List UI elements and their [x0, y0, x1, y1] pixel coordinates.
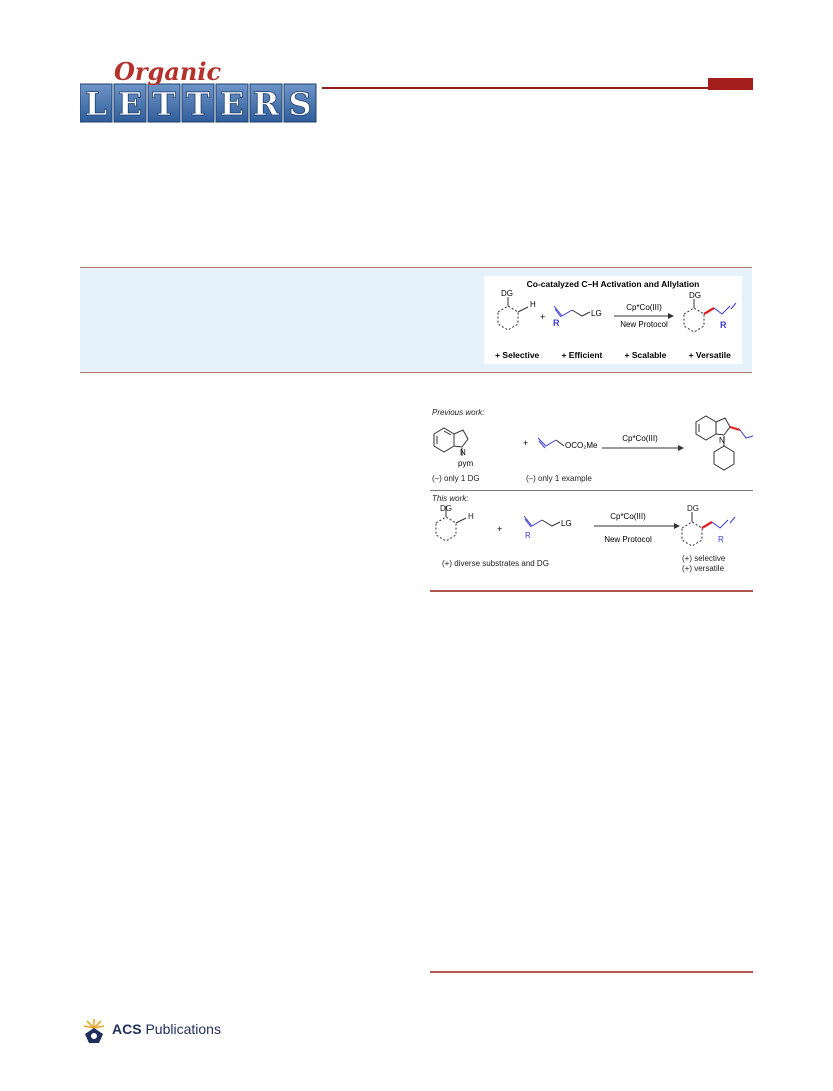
- header-tab: [708, 78, 753, 90]
- letter-glyph: T: [152, 85, 176, 123]
- letter-glyph: E: [117, 85, 143, 123]
- header-rule: [322, 87, 752, 89]
- scheme-divider: [430, 490, 753, 491]
- scheme-bottom-rule: [430, 590, 753, 592]
- previous-work-label: Previous work:: [432, 408, 485, 417]
- acs-publications-text: ACS Publications: [112, 1021, 221, 1037]
- toc-title: Co-catalyzed C–H Activation and Allylation: [526, 279, 700, 289]
- this-note: (+) diverse substrates and DG: [442, 559, 549, 568]
- feature-efficient: + Efficient: [561, 350, 603, 360]
- feature-versatile: + Versatile: [688, 350, 731, 360]
- toc-plus: +: [540, 312, 546, 322]
- letter-glyph: T: [186, 85, 210, 123]
- scheme-1: [430, 408, 753, 590]
- prev-plus: +: [523, 438, 529, 448]
- product-note-selective: (+) selective: [682, 554, 726, 563]
- this-dg: DG: [440, 504, 452, 513]
- product-n: N: [719, 436, 725, 445]
- toc-arene-product: [684, 308, 704, 332]
- indole-n: N: [460, 448, 466, 457]
- prev-note-dg: (–) only 1 DG: [432, 474, 480, 483]
- this-arene: [436, 517, 456, 541]
- toc-h-label: H: [530, 300, 536, 309]
- this-work-label: This work:: [432, 494, 469, 503]
- toc-protocol: New Protocol: [620, 320, 668, 329]
- feature-selective: + Selective: [495, 350, 540, 360]
- this-product-dg: DG: [687, 504, 699, 513]
- this-plus: +: [497, 524, 503, 534]
- prev-note-example: (–) only 1 example: [526, 474, 592, 483]
- organic-letters-logo: [80, 58, 325, 124]
- toc-product-dg: DG: [689, 291, 701, 300]
- this-product-arene: [682, 522, 702, 546]
- this-protocol: New Protocol: [604, 535, 652, 544]
- this-h: H: [468, 512, 474, 521]
- product-note-versatile: (+) versatile: [682, 564, 725, 573]
- toc-product-r: R: [720, 320, 727, 330]
- toc-dg-label: DG: [501, 289, 513, 298]
- pyrimidine: [714, 446, 734, 470]
- acs-publications-logo[interactable]: [80, 1016, 240, 1044]
- toc-r-label: R: [553, 318, 560, 328]
- prev-catalyst: Cp*Co(III): [622, 434, 658, 443]
- toc-arene-left: [498, 306, 518, 330]
- pym-label: pym: [458, 459, 474, 468]
- letter-glyph: E: [219, 85, 245, 123]
- letter-glyph: S: [288, 85, 312, 123]
- toc-features: [484, 350, 742, 360]
- toc-graphic: [484, 276, 742, 364]
- letter-glyph: R: [252, 85, 280, 123]
- this-r: R: [525, 531, 531, 540]
- organic-script: Organic: [114, 58, 222, 86]
- toc-catalyst: Cp*Co(III): [626, 303, 662, 312]
- acs-sunburst-icon: [80, 1016, 108, 1044]
- this-product-r: R: [718, 535, 724, 544]
- journal-masthead: [80, 58, 325, 124]
- letter-glyph: L: [84, 85, 108, 123]
- this-lg: LG: [561, 519, 572, 528]
- toc-lg-label: LG: [591, 309, 602, 318]
- this-catalyst: Cp*Co(III): [610, 512, 646, 521]
- footnote-rule: [430, 971, 753, 973]
- allyl-carbonate: OCO₂Me: [565, 441, 598, 450]
- feature-scalable: + Scalable: [624, 350, 667, 360]
